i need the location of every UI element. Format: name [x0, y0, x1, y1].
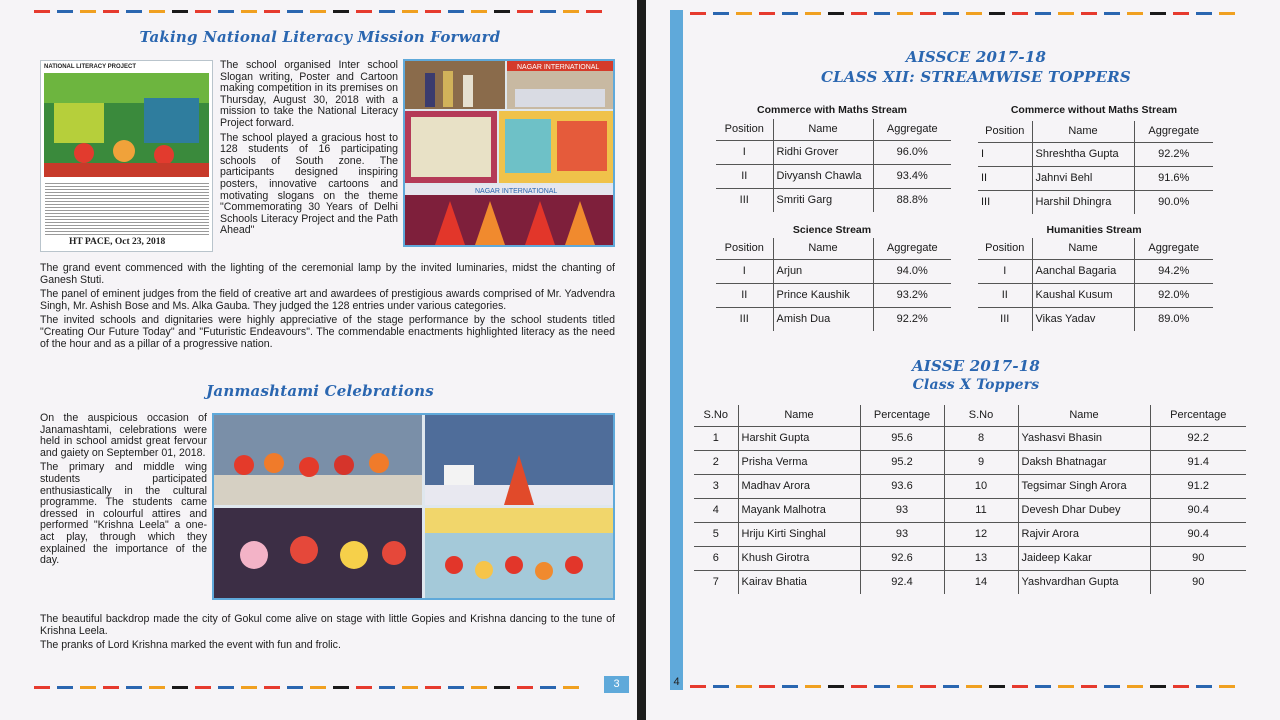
literacy-photo-collage — [403, 59, 615, 247]
literacy-para-5: The invited schools and dignitaries were highly appreciative of the stage performance by the school students titled "Creating Our Future Today" and "Futuristic Endeavours". The commendable enactments highlighted literacy as the need of the hour and as a pillar of a progressive nation. — [40, 314, 615, 350]
dash-segment — [1058, 685, 1074, 688]
janmashtami-para-4: The pranks of Lord Krishna marked the event with fun and frolic. — [40, 639, 341, 652]
dash-segment — [448, 686, 464, 689]
col-aggregate: Aggregate — [1134, 238, 1213, 259]
dash-segment — [195, 686, 211, 689]
dash-segment — [713, 12, 729, 15]
commerce-nomaths-title: Commerce without Maths Stream — [1010, 104, 1178, 116]
table-row — [694, 522, 1246, 546]
dash-segment — [149, 10, 165, 13]
dash-segment — [80, 686, 96, 689]
cell-name: Arjun — [773, 259, 873, 283]
col-name: Name — [738, 405, 860, 426]
cell-name: Prisha Verma — [738, 450, 860, 474]
cell-sno: 3 — [694, 474, 738, 498]
dash-segment — [172, 686, 188, 689]
collage-banner-top: NAGAR INTERNATIONAL — [517, 64, 600, 71]
title-class-x: Class X Toppers — [912, 377, 1040, 393]
dash-segment — [1127, 685, 1143, 688]
dash-segment — [1150, 685, 1166, 688]
cell-name: Daksh Bhatnagar — [1018, 450, 1150, 474]
dash-segment — [425, 686, 441, 689]
dash-segment — [690, 685, 706, 688]
clipping-caption: HT PACE, Oct 23, 2018 — [69, 237, 166, 247]
cell-position: I — [978, 142, 1032, 166]
dash-segment — [448, 10, 464, 13]
table-row — [716, 140, 951, 164]
table-row — [978, 259, 1213, 283]
dash-segment — [172, 10, 188, 13]
cell-name: Shreshtha Gupta — [1032, 142, 1134, 166]
dash-segment — [517, 686, 533, 689]
humanities-table — [978, 238, 1213, 331]
dash-segment — [287, 686, 303, 689]
dash-segment — [1081, 685, 1097, 688]
dash-segment — [310, 686, 326, 689]
cell-aggregate: 89.0% — [1158, 313, 1190, 326]
col-position: Position — [716, 119, 773, 140]
cell-percentage: 93.6 — [860, 474, 944, 498]
heading-janmashtami: Janmashtami Celebrations — [206, 382, 434, 400]
col-percentage: Percentage — [1150, 405, 1246, 426]
dash-segment — [805, 12, 821, 15]
dash-segment — [1150, 12, 1166, 15]
cell-name: Vikas Yadav — [1032, 307, 1134, 331]
class-x-body — [694, 426, 1246, 594]
cell-percentage: 95.6 — [860, 426, 944, 450]
dash-segment — [586, 10, 602, 13]
table-row — [694, 474, 1246, 498]
literacy-paragraph-col — [220, 60, 398, 240]
dash-segment — [874, 12, 890, 15]
dash-segment — [218, 686, 234, 689]
dash-segment — [1104, 685, 1120, 688]
cell-position: I — [978, 259, 1032, 283]
literacy-para-1: The school organised Inter school Slogan writing, Poster and Cartoon making competition in its premises on Thursday, August 30, 2018 with a mission to take the National Literacy Project forward. — [220, 59, 398, 129]
cell-sno: 7 — [694, 570, 738, 594]
cell-aggregate: 93.2% — [873, 283, 951, 307]
humanities-title: Humanities Stream — [1046, 224, 1142, 236]
janmashtami-photo-collage — [212, 413, 615, 600]
cell-position: II — [716, 283, 773, 307]
dash-segment — [851, 12, 867, 15]
title-class-xii: CLASS XII: STREAMWISE TOPPERS — [821, 68, 1131, 86]
cell-name: Harshit Gupta — [738, 426, 860, 450]
col-aggregate: Aggregate — [873, 119, 951, 140]
dash-segment — [126, 10, 142, 13]
dash-segment — [851, 685, 867, 688]
cell-name: Devesh Dhar Dubey — [1018, 498, 1150, 522]
page-number-right: 4 — [673, 676, 680, 688]
dash-segment — [943, 12, 959, 15]
cell-sno: 1 — [694, 426, 738, 450]
dash-segment — [920, 685, 936, 688]
dash-segment — [241, 686, 257, 689]
janmashtami-paragraph-col — [40, 413, 207, 570]
clipping-label: NATIONAL LITERACY PROJECT — [44, 64, 137, 70]
dash-segment — [471, 10, 487, 13]
cell-percentage: 90.4 — [1150, 522, 1246, 546]
dash-segment — [966, 685, 982, 688]
dash-segment — [379, 686, 395, 689]
dash-segment — [379, 10, 395, 13]
cell-name: Ridhi Grover — [773, 140, 873, 164]
dash-segment — [1173, 685, 1189, 688]
dash-segment — [356, 686, 372, 689]
dash-segment — [80, 10, 96, 13]
table-row — [716, 283, 951, 307]
dash-segment — [149, 686, 165, 689]
table-row — [978, 283, 1213, 307]
col-name: Name — [773, 238, 873, 259]
janmashtami-paragraph-full — [40, 614, 615, 655]
dash-segment — [1012, 12, 1028, 15]
dash-segment — [828, 12, 844, 15]
cell-aggregate: 92.0% — [1134, 283, 1213, 307]
cell-name: Amish Dua — [773, 307, 873, 331]
cell-name: Smriti Garg — [773, 188, 873, 212]
dash-segment — [1081, 12, 1097, 15]
dash-segment — [736, 685, 752, 688]
cell-sno: 10 — [944, 474, 1018, 498]
col-name: Name — [773, 119, 873, 140]
dash-segment — [874, 685, 890, 688]
cell-name: Kairav Bhatia — [738, 570, 860, 594]
cell-sno: 14 — [944, 570, 1018, 594]
dash-segment — [1035, 12, 1051, 15]
dash-segment — [759, 685, 775, 688]
cell-sno: 13 — [944, 546, 1018, 570]
title-aissce: AISSCE 2017-18 — [905, 48, 1047, 66]
dash-segment — [402, 10, 418, 13]
dash-segment — [1012, 685, 1028, 688]
dash-segment — [1035, 685, 1051, 688]
cell-name: Divyansh Chawla — [773, 164, 873, 188]
table-row — [978, 190, 1213, 214]
table-row — [694, 426, 1246, 450]
bottom-dash-border-right — [690, 685, 1255, 688]
cell-aggregate: 93.4% — [873, 164, 951, 188]
cell-position: I — [716, 259, 773, 283]
col-sno: S.No — [694, 405, 738, 426]
col-position: Position — [978, 238, 1032, 259]
science-table — [716, 238, 951, 331]
cell-aggregate: 91.6% — [1134, 166, 1213, 190]
col-aggregate: Aggregate — [873, 238, 951, 259]
dash-segment — [195, 10, 211, 13]
table-row — [694, 570, 1246, 594]
dash-segment — [782, 12, 798, 15]
right-page — [646, 0, 1280, 720]
col-name: Name — [1032, 121, 1134, 142]
cell-name: Mayank Malhotra — [738, 498, 860, 522]
page-number-left: 3 — [604, 676, 629, 693]
cell-position: III — [978, 307, 1032, 331]
dash-segment — [1058, 12, 1074, 15]
dash-segment — [494, 10, 510, 13]
cell-name: Hriju Kirti Singhal — [738, 522, 860, 546]
dash-segment — [333, 10, 349, 13]
dash-segment — [126, 686, 142, 689]
bottom-dash-border — [34, 686, 599, 689]
commerce-maths-table — [716, 119, 951, 212]
dash-segment — [1196, 12, 1212, 15]
dash-segment — [540, 10, 556, 13]
cell-sno: 11 — [944, 498, 1018, 522]
cell-sno: 4 — [694, 498, 738, 522]
cell-sno: 9 — [944, 450, 1018, 474]
literacy-para-2: The school played a gracious host to 128 students of 16 participating schools of South zone. The participants designed inspiring posters, innovative cartoons and motivating slogans on the theme "Commemorating 30 Years of Delhi Schools Literacy Project and the Path Ahead" — [220, 131, 398, 237]
table-row — [694, 450, 1246, 474]
cell-percentage: 91.2 — [1150, 474, 1246, 498]
table-row — [716, 164, 951, 188]
cell-name: Aanchal Bagaria — [1032, 259, 1134, 283]
dash-segment — [264, 686, 280, 689]
dash-segment — [989, 12, 1005, 15]
cell-name: Kaushal Kusum — [1032, 283, 1134, 307]
dash-segment — [356, 10, 372, 13]
dash-segment — [241, 10, 257, 13]
janmashtami-para-2: The primary and middle wing students participated enthusiastically in the cultural programme. The students came dressed in colourful attires and performed "Krishna Leela" a one-act play, through which they explained the importance of the day. — [40, 461, 207, 567]
col-position: Position — [978, 121, 1032, 142]
dash-segment — [943, 685, 959, 688]
dash-segment — [540, 686, 556, 689]
cell-percentage: 92.4 — [860, 570, 944, 594]
dash-segment — [713, 685, 729, 688]
col-name: Name — [1018, 405, 1150, 426]
literacy-para-4: The panel of eminent judges from the field of creative art and awardees of prestigious awards comprised of Mr. Yadvendra Singh, Mr. Ashish Bose and Ms. Alka Gauba. They judged the 128 entries under various categories. — [40, 288, 615, 312]
top-dash-border — [34, 10, 614, 13]
cell-name: Jahnvi Behl — [1032, 166, 1134, 190]
dash-segment — [103, 686, 119, 689]
table-row — [978, 307, 1213, 331]
dash-segment — [690, 12, 706, 15]
left-page — [0, 0, 637, 720]
cell-position: I — [716, 140, 773, 164]
cell-name: Yashvardhan Gupta — [1018, 570, 1150, 594]
col-name: Name — [1032, 238, 1134, 259]
dash-segment — [989, 685, 1005, 688]
dash-segment — [1196, 685, 1212, 688]
dash-segment — [1104, 12, 1120, 15]
col-aggregate: Aggregate — [1134, 121, 1213, 142]
dash-segment — [897, 685, 913, 688]
cell-percentage: 93 — [860, 498, 944, 522]
heading-literacy-mission: Taking National Literacy Mission Forward — [139, 28, 501, 46]
cell-percentage: 91.4 — [1150, 450, 1246, 474]
cell-sno: 8 — [944, 426, 1018, 450]
dash-segment — [1173, 12, 1189, 15]
table-row — [694, 546, 1246, 570]
dash-segment — [805, 685, 821, 688]
dash-segment — [402, 686, 418, 689]
cell-name: Harshil Dhingra — [1032, 190, 1134, 214]
cell-sno: 5 — [694, 522, 738, 546]
dash-segment — [57, 10, 73, 13]
dash-segment — [966, 12, 982, 15]
dash-segment — [920, 12, 936, 15]
collage-photos — [405, 61, 613, 245]
dash-segment — [57, 686, 73, 689]
table-row — [716, 188, 951, 212]
col-position: Position — [716, 238, 773, 259]
dash-segment — [1127, 12, 1143, 15]
newspaper-clipping — [40, 60, 213, 252]
cell-name: Rajvir Arora — [1018, 522, 1150, 546]
dash-segment — [34, 686, 50, 689]
cell-aggregate: 90.0% — [1158, 196, 1190, 209]
dash-segment — [517, 10, 533, 13]
cell-percentage: 92.2 — [1150, 426, 1246, 450]
commerce-maths-title: Commerce with Maths Stream — [757, 104, 907, 116]
commerce-nomaths-table — [978, 121, 1213, 214]
table-row — [716, 307, 951, 331]
cell-aggregate: 92.2% — [896, 313, 928, 326]
clipping-body-text — [45, 181, 209, 236]
dash-segment — [1219, 685, 1235, 688]
cell-name: Khush Girotra — [738, 546, 860, 570]
cell-aggregate: 92.2% — [1134, 142, 1213, 166]
dash-segment — [425, 10, 441, 13]
cell-position: III — [716, 188, 773, 212]
literacy-paragraph-full — [40, 263, 615, 353]
top-dash-border-right — [690, 12, 1260, 15]
dash-segment — [897, 12, 913, 15]
janmashtami-para-3: The beautiful backdrop made the city of Gokul come alive on stage with little Gopies and Krishna dancing to the tune of Krishna Leela. — [40, 613, 615, 637]
cell-position: II — [716, 164, 773, 188]
dash-segment — [1219, 12, 1235, 15]
blue-side-bar — [670, 10, 683, 690]
collage-banner-bottom: NAGAR INTERNATIONAL — [475, 188, 558, 195]
title-aisse: AISSE 2017-18 — [911, 357, 1041, 375]
cell-sno: 6 — [694, 546, 738, 570]
col-percentage: Percentage — [860, 405, 944, 426]
table-row — [978, 142, 1213, 166]
cell-position: II — [978, 166, 1032, 190]
cell-percentage: 90 — [1192, 576, 1205, 589]
dash-segment — [736, 12, 752, 15]
dash-segment — [494, 686, 510, 689]
cell-name: Yashasvi Bhasin — [1018, 426, 1150, 450]
dash-segment — [333, 686, 349, 689]
dash-segment — [218, 10, 234, 13]
cell-name: Tegsimar Singh Arora — [1018, 474, 1150, 498]
dash-segment — [782, 685, 798, 688]
cell-percentage: 90 — [1150, 546, 1246, 570]
cell-name: Prince Kaushik — [773, 283, 873, 307]
cell-percentage: 90.4 — [1150, 498, 1246, 522]
dash-segment — [828, 685, 844, 688]
cell-position: II — [978, 283, 1032, 307]
class-x-table — [694, 405, 1246, 594]
cell-position: III — [978, 190, 1032, 214]
cell-sno: 2 — [694, 450, 738, 474]
dash-segment — [471, 686, 487, 689]
dash-segment — [103, 10, 119, 13]
cell-name: Jaideep Kakar — [1018, 546, 1150, 570]
table-row — [978, 166, 1213, 190]
dash-segment — [310, 10, 326, 13]
dash-segment — [287, 10, 303, 13]
science-title: Science Stream — [792, 224, 872, 236]
cell-percentage: 95.2 — [860, 450, 944, 474]
dash-segment — [759, 12, 775, 15]
cell-aggregate: 88.8% — [896, 194, 928, 207]
janmashtami-photos — [214, 415, 613, 598]
cell-sno: 12 — [944, 522, 1018, 546]
table-row — [694, 498, 1246, 522]
cell-name: Madhav Arora — [738, 474, 860, 498]
dash-segment — [264, 10, 280, 13]
cell-aggregate: 94.2% — [1134, 259, 1213, 283]
cell-position: III — [716, 307, 773, 331]
dash-segment — [34, 10, 50, 13]
col-sno: S.No — [944, 405, 1018, 426]
dash-segment — [563, 10, 579, 13]
janmashtami-para-1: On the auspicious occasion of Janamashtami, celebrations were held in school amidst great fervour and gaiety on September 01, 2018. — [40, 412, 207, 459]
cell-percentage: 92.6 — [860, 546, 944, 570]
clipping-photo — [44, 73, 209, 177]
cell-aggregate: 94.0% — [873, 259, 951, 283]
table-row — [716, 259, 951, 283]
dash-segment — [563, 686, 579, 689]
cell-percentage: 93 — [860, 522, 944, 546]
cell-aggregate: 96.0% — [873, 140, 951, 164]
literacy-para-3: The grand event commenced with the lighting of the ceremonial lamp by the invited luminaries, midst the chanting of Ganesh Stuti. — [40, 262, 615, 286]
